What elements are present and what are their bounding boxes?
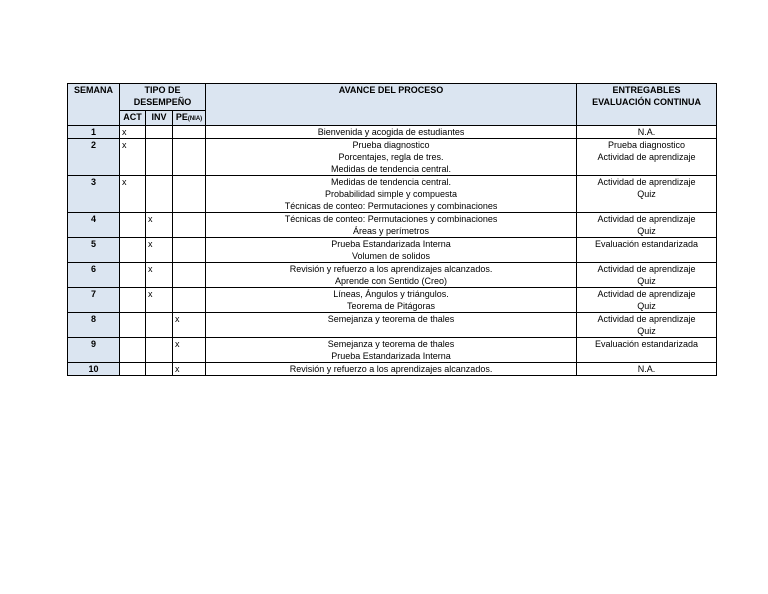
inv-cell: x xyxy=(146,238,173,263)
header-pe xyxy=(173,111,206,126)
inv-cell: x xyxy=(146,213,173,238)
header-tipo-line1: TIPO DE xyxy=(144,85,181,95)
inv-cell xyxy=(146,139,173,176)
inv-cell: x xyxy=(146,263,173,288)
semana-cell: 7 xyxy=(68,288,120,313)
entregable-line: N.A. xyxy=(637,127,656,137)
table-row xyxy=(68,139,717,176)
entregable-line: Actividad de aprendizaje xyxy=(597,264,696,274)
entregable-line: Quiz xyxy=(637,226,656,236)
avance-cell xyxy=(206,126,577,139)
table-row xyxy=(68,238,717,263)
entregable-line: Actividad de aprendizaje xyxy=(597,314,696,324)
avance-line: Prueba Estandarizada Interna xyxy=(331,239,451,249)
header-act: ACT xyxy=(120,111,146,126)
entregables-cell xyxy=(577,213,717,238)
entregables-cell xyxy=(577,263,717,288)
entregables-cell xyxy=(577,126,717,139)
act-cell xyxy=(120,213,146,238)
entregables-cell xyxy=(577,139,717,176)
avance-line: Semejanza y teorema de thales xyxy=(327,314,455,324)
entregables-cell xyxy=(577,238,717,263)
avance-cell xyxy=(206,263,577,288)
semana-cell: 1 xyxy=(68,126,120,139)
avance-line: Medidas de tendencia central. xyxy=(330,164,452,174)
header-tipo-desempeno xyxy=(120,84,206,111)
act-cell xyxy=(120,263,146,288)
header-entregables-line2: EVALUACIÓN CONTINUA xyxy=(592,97,701,107)
header-avance: AVANCE DEL PROCESO xyxy=(206,84,577,126)
inv-cell xyxy=(146,176,173,213)
pe-cell xyxy=(173,126,206,139)
pe-cell xyxy=(173,176,206,213)
avance-cell xyxy=(206,363,577,376)
avance-line: Semejanza y teorema de thales xyxy=(327,339,455,349)
inv-cell xyxy=(146,363,173,376)
entregables-cell xyxy=(577,363,717,376)
header-tipo-line2: DESEMPEÑO xyxy=(133,97,192,107)
semana-cell: 9 xyxy=(68,338,120,363)
avance-line: Bienvenida y acogida de estudiantes xyxy=(317,127,465,137)
entregable-line: Actividad de aprendizaje xyxy=(597,289,696,299)
avance-line: Prueba diagnostico xyxy=(352,140,430,150)
entregable-line: Evaluación estandarizada xyxy=(594,239,699,249)
avance-line: Técnicas de conteo: Permutaciones y combinaciones xyxy=(284,201,498,211)
act-cell: x xyxy=(120,139,146,176)
pe-cell: x xyxy=(173,338,206,363)
avance-line: Áreas y perímetros xyxy=(353,226,430,236)
header-inv: INV xyxy=(146,111,173,126)
avance-line: Aprende con Sentido (Creo) xyxy=(334,276,448,286)
entregable-line: Actividad de aprendizaje xyxy=(597,177,696,187)
table-row xyxy=(68,126,717,139)
entregable-line: N.A. xyxy=(637,364,656,374)
pe-cell xyxy=(173,263,206,288)
act-cell xyxy=(120,238,146,263)
pe-cell: x xyxy=(173,313,206,338)
pe-cell xyxy=(173,213,206,238)
pe-cell xyxy=(173,238,206,263)
pe-cell xyxy=(173,139,206,176)
avance-cell xyxy=(206,238,577,263)
semana-cell: 6 xyxy=(68,263,120,288)
table-row xyxy=(68,288,717,313)
header-entregables xyxy=(577,84,717,126)
header-pe-sub: (NIA) xyxy=(187,116,203,122)
table-body xyxy=(68,126,717,376)
table-row xyxy=(68,176,717,213)
entregable-line: Evaluación estandarizada xyxy=(594,339,699,349)
act-cell xyxy=(120,363,146,376)
entregables-cell xyxy=(577,176,717,213)
avance-line: Líneas, Ángulos y triángulos. xyxy=(333,289,449,299)
header-entregables-line1: ENTREGABLES xyxy=(612,85,681,95)
avance-line: Revisión y refuerzo a los aprendizajes alcanzados. xyxy=(289,364,493,374)
pe-cell xyxy=(173,288,206,313)
avance-line: Teorema de Pitágoras xyxy=(347,301,436,311)
avance-cell xyxy=(206,213,577,238)
act-cell: x xyxy=(120,126,146,139)
act-cell xyxy=(120,338,146,363)
pe-cell: x xyxy=(173,363,206,376)
header-pe-label: PE xyxy=(175,112,188,122)
avance-cell xyxy=(206,176,577,213)
header-semana: SEMANA xyxy=(68,84,120,126)
semana-cell: 10 xyxy=(68,363,120,376)
semana-cell: 5 xyxy=(68,238,120,263)
avance-line: Prueba Estandarizada Interna xyxy=(331,351,451,361)
avance-line: Técnicas de conteo: Permutaciones y combinaciones xyxy=(284,214,498,224)
inv-cell: x xyxy=(146,288,173,313)
inv-cell xyxy=(146,313,173,338)
avance-cell xyxy=(206,313,577,338)
avance-line: Medidas de tendencia central. xyxy=(330,177,452,187)
table-row xyxy=(68,263,717,288)
entregables-cell xyxy=(577,288,717,313)
avance-line: Revisión y refuerzo a los aprendizajes alcanzados. xyxy=(289,264,493,274)
avance-line: Probabilidad simple y compuesta xyxy=(324,189,458,199)
semana-cell: 2 xyxy=(68,139,120,176)
inv-cell xyxy=(146,126,173,139)
act-cell xyxy=(120,313,146,338)
entregable-line: Quiz xyxy=(637,301,656,311)
entregable-line: Quiz xyxy=(637,189,656,199)
table-row xyxy=(68,313,717,338)
entregable-line: Quiz xyxy=(637,276,656,286)
entregables-cell xyxy=(577,313,717,338)
entregable-line: Quiz xyxy=(637,326,656,336)
semana-cell: 3 xyxy=(68,176,120,213)
semana-cell: 8 xyxy=(68,313,120,338)
avance-line: Volumen de solidos xyxy=(352,251,431,261)
semana-cell: 4 xyxy=(68,213,120,238)
entregables-cell xyxy=(577,338,717,363)
table-row xyxy=(68,363,717,376)
table-row xyxy=(68,338,717,363)
act-cell xyxy=(120,288,146,313)
avance-line: Porcentajes, regla de tres. xyxy=(338,152,444,162)
avance-cell xyxy=(206,139,577,176)
entregable-line: Actividad de aprendizaje xyxy=(597,152,696,162)
act-cell: x xyxy=(120,176,146,213)
entregable-line: Actividad de aprendizaje xyxy=(597,214,696,224)
entregable-line: Prueba diagnostico xyxy=(608,140,686,150)
inv-cell xyxy=(146,338,173,363)
avance-cell xyxy=(206,288,577,313)
table-row xyxy=(68,213,717,238)
planning-table xyxy=(67,83,717,376)
avance-cell xyxy=(206,338,577,363)
